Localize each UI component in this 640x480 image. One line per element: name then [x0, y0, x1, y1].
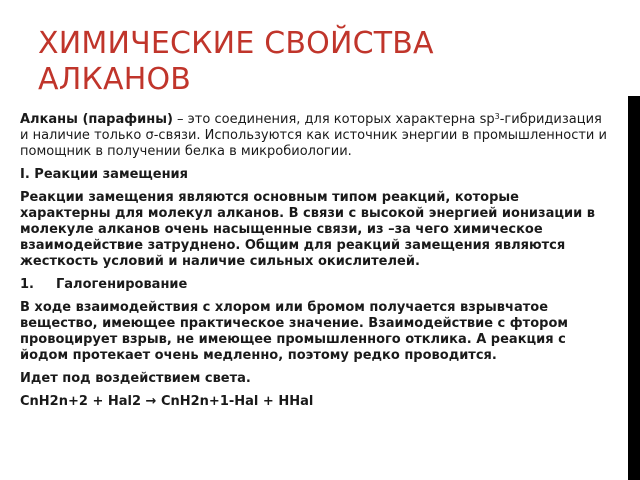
slide-title	[38, 26, 598, 98]
intro-term: Алканы (парафины)	[20, 112, 173, 127]
intro-text-after-sup: -гибридизация и наличие только σ-связи. Используются как источник энергии в промышленности и помощник в получении белка в микробиологии.	[20, 112, 607, 159]
halogenation-paragraph: В ходе взаимодействия с хлором или бромом получается взрывчатое вещество, имеющее практическое значение. Взаимодействие с фтором провоцирует взрыв, не имеющее промышленного отклика. А реакция с йодом протекает очень медленно, поэтому редко проводится.	[20, 300, 569, 363]
title-line-1: ХИМИЧЕСКИЕ СВОЙСТВА	[38, 26, 434, 61]
reaction-equation: CnH2n+2 + Hal2 → CnH2n+1-Hal + HHal	[20, 394, 314, 409]
intro-superscript: 3	[494, 112, 500, 121]
slide-content	[20, 112, 612, 417]
substitution-paragraph: Реакции замещения являются основным типом реакций, которые характерны для молекул алканов. В связи с высокой энергией ионизации в молекуле алканов очень насыщенные связи, из –за чего химическое взаимодействие затруднено. Общим для реакций замещения являются жесткость условий и наличие сильных окислителей.	[20, 190, 595, 269]
slide-edge-accent	[628, 0, 640, 96]
light-note: Идет под воздействием света.	[20, 371, 251, 386]
section-heading: I. Реакции замещения	[20, 167, 189, 182]
intro-paragraph	[20, 112, 612, 160]
title-line-2: АЛКАНОВ	[38, 62, 192, 97]
list-item-number: 1.	[20, 277, 34, 292]
list-item-halogenation	[20, 277, 612, 293]
intro-text-before-sup: – это соединения, для которых характерна sp	[172, 112, 495, 127]
slide-edge-bar	[628, 0, 640, 480]
list-item-label: Галогенирование	[56, 277, 188, 292]
